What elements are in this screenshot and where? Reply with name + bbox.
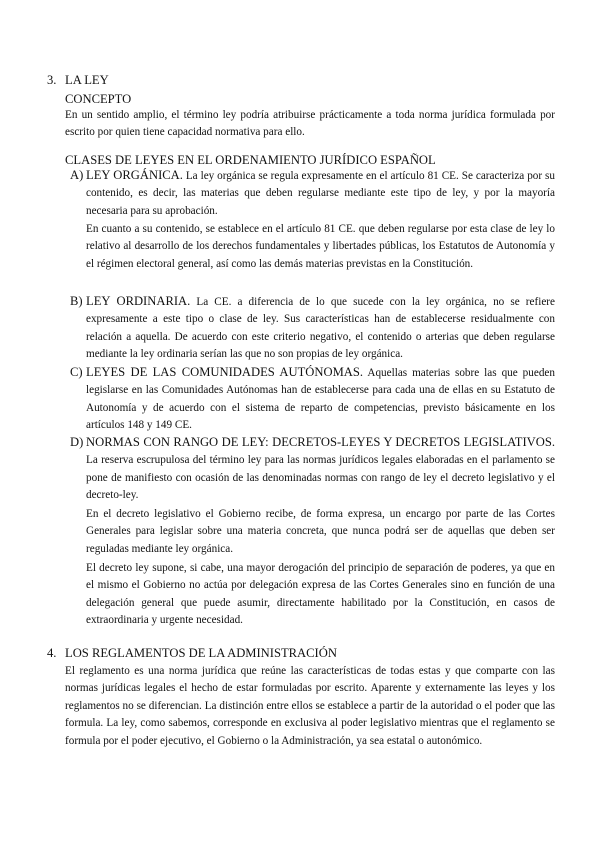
section-4-number: 4. xyxy=(47,646,57,660)
item-d-body: La reserva escrupulosa del término ley para las normas jurídicos legales elaboradas en el parlamento se pone de manifiesto con ocasión de las denominadas normas con rango de ley el decreto legislativo y el decreto-ley. xyxy=(86,454,555,502)
item-d-label: D) xyxy=(70,435,84,449)
section-4-title: LOS REGLAMENTOS DE LA ADMINISTRACIÓN xyxy=(65,646,337,660)
item-a-heading: LEY ORGÁNICA. xyxy=(86,168,183,182)
section-4-text: El reglamento es una norma jurídica que reúne las características de todas estas y que comparte con las normas jurídicas legales el hecho de estar formuladas por escrito. Aparente y externamente las leyes y los reglamentos no se diferencian. La distinción entre ellos se establece a partir de la autoridad o el poder que las formula. La ley, como sabemos, corresponde en exclusiva al poder legislativo mientras que el reglamento se formula por el poder ejecutivo, el Gobierno o la Administración, ya sea estatal o autonómico. xyxy=(65,665,555,747)
item-c-body: Aquellas materias sobre las que pueden legislarse en las Comunidades Autónomas han de establecerse para cada una de ellas en su Estatuto de Autonomía y de acuerdo con el sistema de reparto de competencias, previsto básicamente en los artículos 148 y 149 CE. xyxy=(86,367,555,432)
item-b-label: B) xyxy=(70,294,83,308)
item-a-extra-paragraph: En cuanto a su contenido, se establece en el artículo 81 CE. que deben regularse por esta clase de ley lo relativo al desarrollo de los derechos fundamentales y libertades públicas, los Estatutos de Autonomía y el régimen electoral general, así como las demás materias previstas en la Constitución. xyxy=(86,223,555,270)
item-d-extra-paragraph-2: El decreto ley supone, si cabe, una mayor derogación del principio de separación de poderes, ya que en el mismo el Gobierno no actúa por delegación expresa de las Cortes Generales sino en función de una delegación general que puede asumir, directamente habilitado por la Constitución, en casos de extraordinaria y urgente necesidad. xyxy=(86,562,555,627)
section-3-title: LA LEY xyxy=(65,73,109,87)
item-d-heading: NORMAS CON RANGO DE LEY: DECRETOS-LEYES Y DECRETOS LEGISLATIVOS. xyxy=(86,435,555,449)
item-b-text xyxy=(86,293,555,364)
concepto-text: En un sentido amplio, el término ley podría atribuirse prácticamente a toda norma jurídica formulada por escrito por quien tiene capacidad normativa para ello. xyxy=(65,109,555,139)
item-a-label: A) xyxy=(70,168,84,182)
item-c-heading: LEYES DE LAS COMUNIDADES AUTÓNOMAS. xyxy=(86,365,364,379)
item-c-text xyxy=(86,364,555,435)
section-3-number: 3. xyxy=(47,73,57,87)
item-a-body: La ley orgánica se regula expresamente en el artículo 81 CE. Se caracteriza por su contenido, es decir, las materias que deben regularse mediante este tipo de ley, y por la mayoría necesaria para su aprobación. xyxy=(86,170,555,217)
concepto-heading: CONCEPTO xyxy=(65,92,132,106)
item-c-label: C) xyxy=(70,365,83,379)
item-b-body: La CE. a diferencia de lo que sucede con la ley orgánica, no se refiere expresamente a este tipo o clase de ley. Sus características han de establecerse residualmente con relación a aquella. De acuerdo con este criterio negativo, el contenido o arterias que deben regularse mediante la ley ordinaria serían las que no son propias de ley orgánica. xyxy=(86,296,555,361)
item-b-heading: LEY ORDINARIA. xyxy=(86,294,191,308)
clases-heading: CLASES DE LEYES EN EL ORDENAMIENTO JURÍDICO ESPAÑOL xyxy=(65,153,436,167)
item-d-text xyxy=(86,434,555,505)
item-a-text xyxy=(86,167,555,220)
item-d-extra-paragraph-1: En el decreto legislativo el Gobierno recibe, de forma expresa, un encargo por parte de las Cortes Generales para legislar sobre una materia concreta, que nunca podrá ser de aquellas que deben ser reguladas mediante ley orgánica. xyxy=(86,508,555,555)
